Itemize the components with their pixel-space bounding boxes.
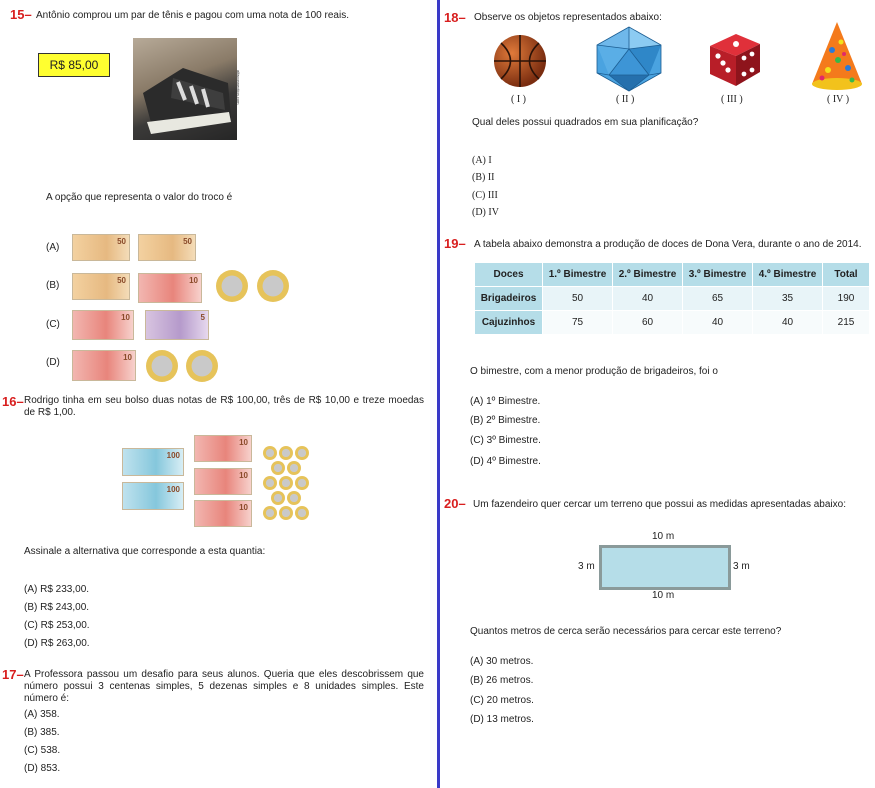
table-header: 3.º Bimestre [683, 263, 753, 286]
question-number [444, 236, 466, 251]
option-a[interactable]: (A) 30 metros. [470, 656, 534, 667]
question-text: A Professora passou um desafio para seus alunos. Queria que eles descobrissem que número possui 3 centenas simples, 5 dezenas simples e 8 unidades simples. Este número é: [24, 669, 424, 704]
banknote-50 [138, 234, 196, 261]
table-header-row [475, 263, 869, 286]
basketball-icon [492, 33, 548, 89]
banknote-10 [138, 273, 202, 303]
coin-1-real [279, 476, 293, 490]
table-cell: 190 [823, 286, 869, 310]
question-prompt: Assinale a alternativa que corresponde a esta quantia: [24, 546, 266, 557]
sneakers-icon [133, 38, 237, 140]
dim-left: 3 m [578, 561, 595, 572]
table-header: 4.º Bimestre [753, 263, 823, 286]
option-a[interactable]: (A) 1º Bimestre. [470, 396, 541, 407]
question-20-body [440, 620, 875, 730]
banknote-5 [145, 310, 209, 340]
question-number [2, 394, 24, 409]
banknote-50 [72, 234, 130, 261]
banknote-10 [72, 350, 136, 381]
table-cell: 40 [753, 310, 823, 334]
coin-1-real [146, 350, 178, 382]
dash: – [458, 496, 466, 511]
q17-number-text: 17 [2, 667, 17, 682]
option-b[interactable]: (B) [46, 280, 60, 291]
shape-label-2: ( II ) [616, 94, 635, 105]
option-d[interactable]: (D) 853. [24, 763, 61, 774]
note-value: 100 [166, 485, 180, 494]
option-d[interactable]: (D) 13 metros. [470, 714, 534, 725]
note-value: 10 [239, 438, 248, 447]
note-value: 10 [189, 276, 198, 285]
table-cell: 215 [823, 310, 869, 334]
q20-number-text: 20 [444, 496, 459, 511]
table-cell: 60 [613, 310, 683, 334]
note-value: 100 [166, 451, 180, 460]
coin-1-real [263, 476, 277, 490]
option-d[interactable]: (D) 4º Bimestre. [470, 456, 541, 467]
banknote-10 [194, 500, 252, 527]
dim-right: 3 m [733, 561, 750, 572]
dice-icon [702, 28, 764, 90]
q15-number-text: 15 [10, 7, 25, 22]
question-18 [440, 0, 875, 225]
question-prompt: Quantos metros de cerca serão necessários para cercar este terreno? [470, 626, 782, 637]
option-d[interactable]: (D) R$ 263,00. [24, 638, 90, 649]
banknote-10 [194, 435, 252, 462]
banknote-50 [72, 273, 130, 300]
dash: – [16, 667, 24, 682]
coin-1-real [186, 350, 218, 382]
question-number [2, 667, 24, 682]
table-cell: 40 [683, 310, 753, 334]
coin-1-real [279, 506, 293, 520]
banknote-100 [122, 482, 184, 510]
option-a[interactable]: (A) I [472, 155, 492, 166]
option-a[interactable]: (A) 358. [24, 709, 60, 720]
party-cone-icon [808, 20, 866, 92]
icosahedron-icon [593, 25, 665, 93]
coin-1-real [216, 270, 248, 302]
question-19-header [440, 234, 875, 254]
option-b[interactable]: (B) 2º Bimestre. [470, 415, 541, 426]
dash: – [24, 7, 32, 22]
question-19-body [440, 360, 875, 470]
option-b[interactable]: (B) 26 metros. [470, 675, 534, 686]
shape-label-4: ( IV ) [827, 94, 850, 105]
coin-1-real [287, 491, 301, 505]
option-c[interactable]: (C) [46, 319, 60, 330]
option-b[interactable]: (B) 385. [24, 727, 60, 738]
coin-1-real [287, 461, 301, 475]
question-16 [0, 390, 430, 655]
table-cell: 65 [683, 286, 753, 310]
price-tag: R$ 85,00 [38, 53, 110, 77]
dim-bottom: 10 m [652, 590, 675, 601]
table-cell: 50 [543, 286, 613, 310]
dash: – [16, 394, 24, 409]
table-header: 2.º Bimestre [613, 263, 683, 286]
sneakers-photo [133, 38, 237, 140]
option-c[interactable]: (C) III [472, 190, 498, 201]
question-15 [0, 0, 430, 385]
question-text: Antônio comprou um par de tênis e pagou com uma nota de 100 reais. [36, 10, 349, 21]
photo-credit: alfaconnection.com [236, 70, 241, 105]
production-table [475, 263, 869, 334]
coin-1-real [295, 506, 309, 520]
q18-number-text: 18 [444, 10, 459, 25]
option-a[interactable]: (A) R$ 233,00. [24, 584, 90, 595]
option-b[interactable]: (B) II [472, 172, 495, 183]
option-c[interactable]: (C) 538. [24, 745, 61, 756]
note-value: 50 [183, 237, 192, 246]
banknote-10 [194, 468, 252, 495]
dim-top: 10 m [652, 531, 675, 542]
table-header: Total [823, 263, 869, 286]
q16-number-text: 16 [2, 394, 17, 409]
table-cell: 35 [753, 286, 823, 310]
question-number [444, 496, 466, 511]
coin-1-real [271, 491, 285, 505]
option-c[interactable]: (C) R$ 253,00. [24, 620, 90, 631]
question-17 [0, 665, 430, 785]
coin-1-real [263, 506, 277, 520]
table-header: Doces [475, 263, 543, 286]
coin-1-real [279, 446, 293, 460]
question-text: Um fazendeiro quer cercar um terreno que possui as medidas apresentadas abaixo: [473, 499, 846, 510]
note-value: 5 [200, 313, 205, 322]
option-c[interactable]: (C) 3º Bimestre. [470, 435, 541, 446]
note-value: 10 [123, 353, 132, 362]
table-cell: Cajuzinhos [475, 310, 543, 334]
coin-1-real [263, 446, 277, 460]
shape-label-3: ( III ) [721, 94, 743, 105]
question-prompt: Qual deles possui quadrados em sua planificação? [472, 117, 699, 128]
option-a[interactable]: (A) [46, 242, 60, 253]
question-prompt: O bimestre, com a menor produção de brigadeiros, foi o [470, 366, 718, 377]
coin-1-real [295, 476, 309, 490]
question-text: Observe os objetos representados abaixo: [474, 12, 662, 23]
option-c[interactable]: (C) 20 metros. [470, 695, 534, 706]
note-value: 50 [117, 276, 126, 285]
question-number [10, 7, 32, 22]
q19-number-text: 19 [444, 236, 459, 251]
question-text: Rodrigo tinha em seu bolso duas notas de R$ 100,00, três de R$ 10,00 e treze moedas de R$ 1,00. [24, 395, 424, 418]
shape-label-1: ( I ) [511, 94, 526, 105]
note-value: 10 [239, 503, 248, 512]
dash: – [458, 10, 466, 25]
table-cell: 75 [543, 310, 613, 334]
coin-1-real [295, 446, 309, 460]
table-row [475, 286, 869, 310]
question-prompt: A opção que representa o valor do troco é [46, 192, 233, 203]
banknote-100 [122, 448, 184, 476]
note-value: 10 [121, 313, 130, 322]
coin-1-real [257, 270, 289, 302]
dash: – [458, 236, 466, 251]
table-row [475, 310, 869, 334]
banknote-10 [72, 310, 134, 340]
land-rectangle [599, 545, 731, 590]
option-d[interactable]: (D) IV [472, 207, 499, 218]
table-cell: Brigadeiros [475, 286, 543, 310]
option-b[interactable]: (B) R$ 243,00. [24, 602, 90, 613]
table-header: 1.º Bimestre [543, 263, 613, 286]
coin-1-real [271, 461, 285, 475]
note-value: 50 [117, 237, 126, 246]
question-text: A tabela abaixo demonstra a produção de doces de Dona Vera, durante o ano de 2014. [474, 239, 862, 250]
option-d[interactable]: (D) [46, 357, 60, 368]
note-value: 10 [239, 471, 248, 480]
question-number [444, 10, 466, 25]
table-cell: 40 [613, 286, 683, 310]
